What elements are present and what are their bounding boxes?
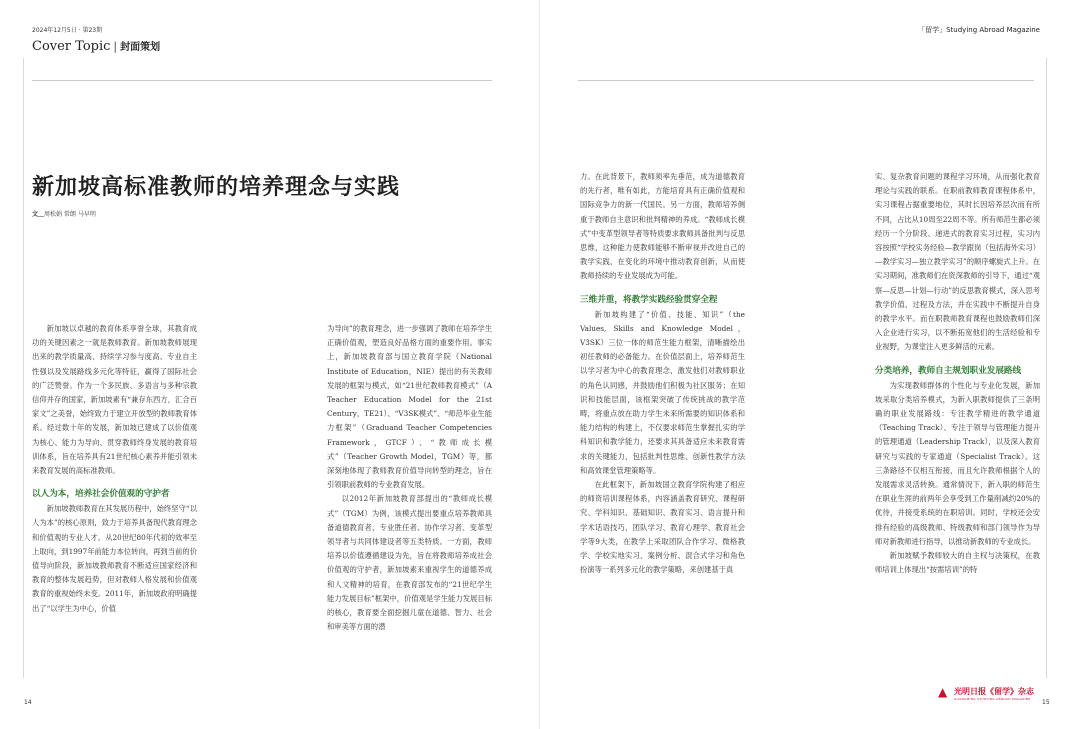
- byline-authors: 周松娟 常朗 马早明: [44, 211, 96, 218]
- section-header: [32, 38, 160, 54]
- paragraph: 新加坡赋予教师较大的自主权与决策权，在教师培训上体现出“按需培训”的特: [875, 551, 1040, 575]
- section-title-zh: 封面策划: [120, 42, 161, 53]
- section-title-en: Cover Topic: [32, 39, 111, 54]
- right-page: [540, 0, 1080, 729]
- paragraph: 为实现教师群体的个性化与专业化发展，新加坡采取分类培养模式，为新入职教师提供了三条明确的职业发展路线：专注教学精进的教学通道（Teaching Track）、专注于领导与管理能力提升的管理通道（Leadership Track），以及深入教育研究与实践的专家通道（Specialist Track）。这三条路径不仅相互衔接，而且允许教师根据个人的发展需求灵活转换。通常情况下，新入职的师范生在职业生涯的前两年会享受到工作量削减约20%的优待，并接受系统的在职培训。同时，学校还会安排有经验的高级教师、特级教师和部门领导作为导师对新教师进行指导，以推动新教师的专业成长。: [875, 380, 1040, 546]
- section-heading: 分类培养，教师自主规划职业发展路线: [875, 365, 1022, 376]
- article-column-1: [32, 322, 197, 616]
- logo-text: 光明日报《留学》杂志: [954, 687, 1034, 696]
- article-column-3: [580, 170, 745, 577]
- header-rule: [32, 80, 492, 81]
- article-title: 新加坡高标准教师的培养理念与实践: [32, 175, 401, 200]
- header-rule: [578, 80, 1034, 81]
- issue-info: 2024年12月5日 · 第23期: [32, 27, 103, 34]
- article-column-2: [327, 322, 492, 634]
- paragraph: 新加坡构建了“价值、技能、知识”（the Values, Skills and Knowledge Model，V3SK）三位一体的师范生能力框架，清晰描绘出初任教师的必备能力。在价值层面上，培养师范生以学习者为中心的教育理念，激发他们对教师职业的角色认同感，并鼓励他们积极为社区服务；在知识和技能层面，该框架突破了传统挑战的教学范畴，将重点放在助力学生未来所需要的知识体系和能力结构的构建上，不仅要求师范生掌握扎实的学科知识和教学能力，还要求其具备适应未来教育需求的关键能力，包括批判性思维、创新性教学方法和高效课堂管理策略等。: [580, 309, 745, 475]
- article-column-4: [875, 170, 1040, 577]
- paragraph: 新加坡以卓越的教育体系享誉全球，其教育成功的关键因素之一就是教师教育。新加坡教师展现出来的教学质量高、持续学习参与度高、专业自主性强以及发展路线多元化等特征，赢得了国际社会的广泛赞誉。作为一个多民族、多语言与多种宗教信仰并存的国家，新加坡素有“兼存东西方，汇合百家文”之美誉，始终致力于建立开放型的教师教育体系。经过数十年的发展，新加坡已建成了以价值观为核心、能力为导向、贯穿教师终身发展的教育培训体系，旨在培养具有21世纪核心素养并能引领未来教育发展的高标准教师。: [32, 324, 197, 476]
- paragraph: 力。在此背景下，教师须率先垂范，成为道德教育的先行者，唯有如此，方能培育具有正确价值观和国际竞争力的新一代国民。另一方面，教师培养侧重于教师自主意识和批判精神的养成。“教师成长模式”中变革型领导者等特质要求教师具备批判与反思思维，这种能力使教师能够不断审视并改进自己的教学实践，在变化的环境中推动教育创新，从而使教师持续的专业发展成为可能。: [580, 172, 745, 281]
- section-heading: 以人为本，培养社会价值观的守护者: [32, 489, 170, 500]
- paragraph: 为导向”的教育理念，进一步强调了教师在培养学生正确价值观，塑造良好品格方面的重要作用。事实上，新加坡教育部与国立教育学院（National Institute of Education，NIE）提出的有关教师发展的框架与模式，如“21世纪教师教育模式”（A Teacher Education Model for the 21st Century，TE21）、“V3SK模式”、“师范毕业生能力框架”（Graduand Teacher Competencies Framework，GTCF）、“教师成长模式”（Teacher Growth Model，TGM）等，都深刻地体现了教师教育价值导向转型的理念，旨在引领职前教师的专业教育发展。: [327, 324, 492, 490]
- page-number-left: 14: [24, 699, 32, 706]
- byline: [32, 209, 96, 218]
- logo-subtext: GUANGMING STUDYING ABROAD MAGAZINE: [954, 697, 1031, 701]
- left-margin-line: [23, 58, 24, 678]
- right-margin-line: [1046, 58, 1047, 678]
- magazine-name: 「留学」Studying Abroad Magazine: [918, 26, 1040, 34]
- paragraph: 以2012年新加坡教育部提出的“教师成长模式”（TGM）为例，该模式提出要重点培养教师具备道德教育者、专业胜任者、协作学习者、变革型领导者与共同体建设者等五类特质。一方面，教师培养以价值遵循建设为先，旨在将教师培养成社会价值观的守护者，新加坡素来重视学生的道德养成和人文精神的培育，在教育部发布的“21世纪学生能力发展目标”框架中，价值观是学生能力发展目标的核心，教育要全面挖掘儿童在道德、智力、社会和审美等方面的潜: [327, 494, 492, 632]
- byline-label: 文＿: [32, 211, 45, 218]
- magazine-logo: [938, 686, 1034, 704]
- logo-mark-icon: ▲: [938, 685, 948, 699]
- paragraph: 实、复杂教育问题的课程学习环境，从而强化教育理论与实践的联系。在职前教师教育课程体系中，实习课程占据重要地位，其时长因培养层次而有所不同，占比从10周至22周不等。所有师范生都必须经历一个分阶段、递进式的教育实习过程，实习内容按照“学校实务经验—教学跟岗（包括海外实习）—教学实习—独立教学实习”的顺序螺旋式上升。在实习期间，准教师们在资深教师的引导下，通过“观察—反思—计划—行动”的反思教育模式，深入思考教学价值、过程及方法，并在实践中不断提升自身的教学水平。而在职教师教育课程也鼓励教师们深入企业进行实习，以不断拓宽他们的生活经验和专业视野，为课堂注入更多鲜活的元素。: [875, 172, 1040, 352]
- paragraph: 在此框架下，新加坡国立教育学院构建了相应的师资培训课程体系，内容涵盖教育研究、课程研究、学科知识、基础知识、教育实习、语言提升和学术话语技巧、团队学习、教育心理学、教育社会学等9大类，在教学上采取团队合作学习、微格教学、学校实地实习、案例分析、混合式学习和角色扮演等一系列多元化的教学策略，来创建基于真: [580, 480, 745, 575]
- section-heading: 三维并重，将教学实践经验贯穿全程: [580, 294, 718, 305]
- page-number-right: 15: [1042, 699, 1050, 706]
- paragraph: 新加坡教师教育在其发展历程中，始终坚守“以人为本”的核心原则，致力于培养具备现代教育理念和价值观的专业人才。从20世纪80年代初的效率至上取向，到1997年前能力本位转向，再到当前的价值导向阶段，新加坡教师教育不断适应国家经济和教育的整体发展趋势，但对教师人格发展和价值观教育的重视始终未变。2011年，新加坡政府明确提出了“以学生为中心，价值: [32, 504, 197, 613]
- section-separator: |: [113, 40, 118, 53]
